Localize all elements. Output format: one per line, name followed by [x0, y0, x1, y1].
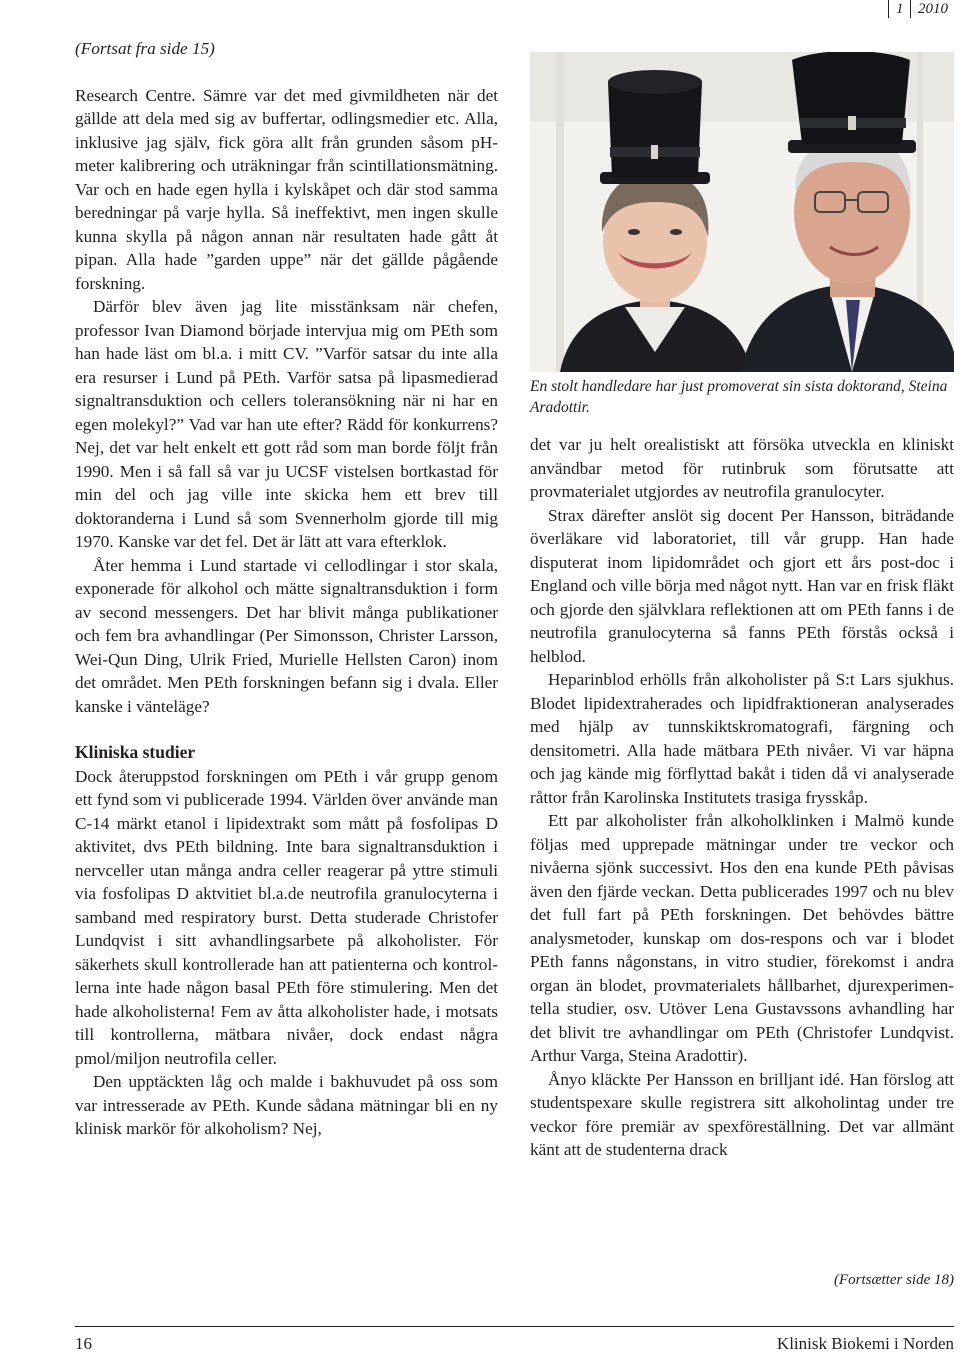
photo-caption: En stolt handledare har just promoverat sin sista doktorand, Steina Aradottir.: [530, 378, 948, 416]
section-heading: Kliniska studier: [75, 742, 196, 762]
issue-marker: [880, 0, 960, 18]
paragraph: det var ju helt orealistiskt att försöka utveckla en kliniskt användbar metod för rutinbruk som förutsatte att provmaterialet utgjordes av neutrofila granulocyter.: [530, 435, 954, 501]
portrait-photo: [530, 52, 954, 372]
issue-divider: [910, 0, 911, 18]
page-number: 16: [75, 1334, 92, 1353]
paragraph: Heparinblod erhölls från alkoholister på S:t Lars sjukhus. Blodet lipidextraherades och lipidfraktioneran analyserades med hjälp av tunnskiktskromatografi, färgning och densitometri. Alla hade mätbara PEth nivåer. Vi var häpna och jag kände mig förflyttad bakåt i tiden då vi analyserade råttor från Karolinska Institutets trasiga frysskåp.: [530, 670, 954, 807]
continued-from: (Fortsat fra side 15): [75, 39, 215, 58]
left-column: [75, 37, 498, 1141]
paragraph: Åter hemma i Lund startade vi cellodlingar i stor skala, exponerade för alkohol och mätte signaltransduktion i form av second messengers. Det har blivit många publikationer och fem bra avhandlingar (Per Simonsson, Christer Larsson, Wei-Qun Ding, Ulrik Fried, Murielle Hellsten Caron) inom det området. Men PEth forskningen befann sig i dvala. Eller kanske i vänteläge?: [75, 555, 498, 716]
paragraph: Ånyo kläckte Per Hansson en brilljant idé. Han förslog att studentspexare skulle registrera sitt alkoholintag under tre veckor före premiär av spexföreställning. Det var allmänt känt att de studenterna drack: [530, 1069, 954, 1159]
paragraph: Research Centre. Sämre var det med givmildheten när det gällde att dela med sig av buffertar, odlingsmedier etc. Alla, inklusive jag själv, fick göra allt från grunden såsom pH-meter kalibrering och uträkningar från scintillationsmätning. Var och en hade egen hylla i kylskåpet och där stod samma beredningar på varje hylla. Så ineffektivt, men ingen skulle kunna skylla på någon annan när resultaten hade gått åt pipan. Alla hade ”garden uppe” när det gällde pågående forskning.: [75, 85, 498, 293]
photo-illustration: [530, 52, 954, 372]
right-column: [530, 433, 954, 1162]
issue-year: 2010: [918, 1, 948, 17]
continued-to: (Fortsætter side 18): [834, 1272, 954, 1288]
issue-number: 1: [896, 1, 904, 17]
issue-divider: [888, 0, 889, 18]
paragraph: Dock återuppstod forskningen om PEth i vår grupp genom ett fynd som vi publicerade 1994. Världen över använde man C-14 märkt etanol i lipidextrakt som mått på fosfolipas D aktivitet, dvs PEth bildning. Inte bara signaltransduktion i nervceller utan många andra celler reagerar på yttre stimuli via fosfolipas D aktvitiet bl.a.de neutrofila granulocyterna i samband med respiratory burst. Detta studerade Christofer Lundqvist i sitt avhandlingsarbete på alkoholister. För säkerhets skull kontrollerade han att patienterna och kontrollerna inte hade någon basal PEth före stimulering. Men det hade alkoholisterna! Fem av åtta alkoholister hade, i motsats till kontrollerna, mätbara nivåer, dock endast några pmol/miljon neutrofila celler.: [75, 766, 498, 1068]
journal-name: Klinisk Biokemi i Norden: [776, 1334, 954, 1353]
footer-divider: [75, 1326, 954, 1327]
paragraph: Ett par alkoholister från alkoholklinken i Malmö kunde följas med upprepade mätningar under tre veckor och nivåerna sjönk successivt. Hos den ena kunde PEth påvisas även den fjärde veckan. Detta publicerades 1997 och nu blev det full fart på PEth forskningen. Det behövdes bättre analysmetoder, kunskap om dos-respons och var i blodet PEth fanns någonstans, in vitro studier, förekomst i andra organ än blodet, provmaterialets hållbarhet, djurexperimentella studier, osv. Utöver Lena Gustavssons avhandling har det blivit tre avhandlingar om PEth (Christofer Lundqvist. Arthur Varga, Steina Aradottir).: [530, 811, 954, 1065]
paragraph: Den upptäckten låg och malde i bakhuvudet på oss som var intresserade av PEth. Kunde sådana mätningar bli en ny klinisk markör för alkoholism? Nej,: [75, 1072, 498, 1138]
paragraph: Strax därefter anslöt sig docent Per Hansson, biträdande överläkare vid laboratoriet, till vår grupp. Han hade disputerat inom lipidområdet och gjort ett års post-doc i England och ville börja med något nytt. Han var en frisk fläkt och gjorde den självklara reflektionen att om PEth fanns i de neutrofila granulocyterna så fanns PEth förstås också i helblod.: [530, 505, 954, 666]
paragraph: Därför blev även jag lite misstänksam när chefen, professor Ivan Diamond började intervjua mig om PEth som han hade läst om bl.a. i mitt CV. ”Varför satsar du inte alla era resurser i Lund på PEth. Varför satsa på lipasmedierad signaltransduktion och cellers toleransökning när ni har en egen molekyl?” Vad var han ute efter? Rädd för konkurrens? Nej, det var helt enkelt ett gott råd som man borde följt från 1990. Men i så fall så var ju UCSF vistelsen bortkastad för min del och jag ville inte skicka hem ett brev till doktoranderna i Lund så som Svennerholm gjorde till mig 1970. Kanske var det fel. Det är lätt att vara efterklok.: [75, 297, 498, 551]
